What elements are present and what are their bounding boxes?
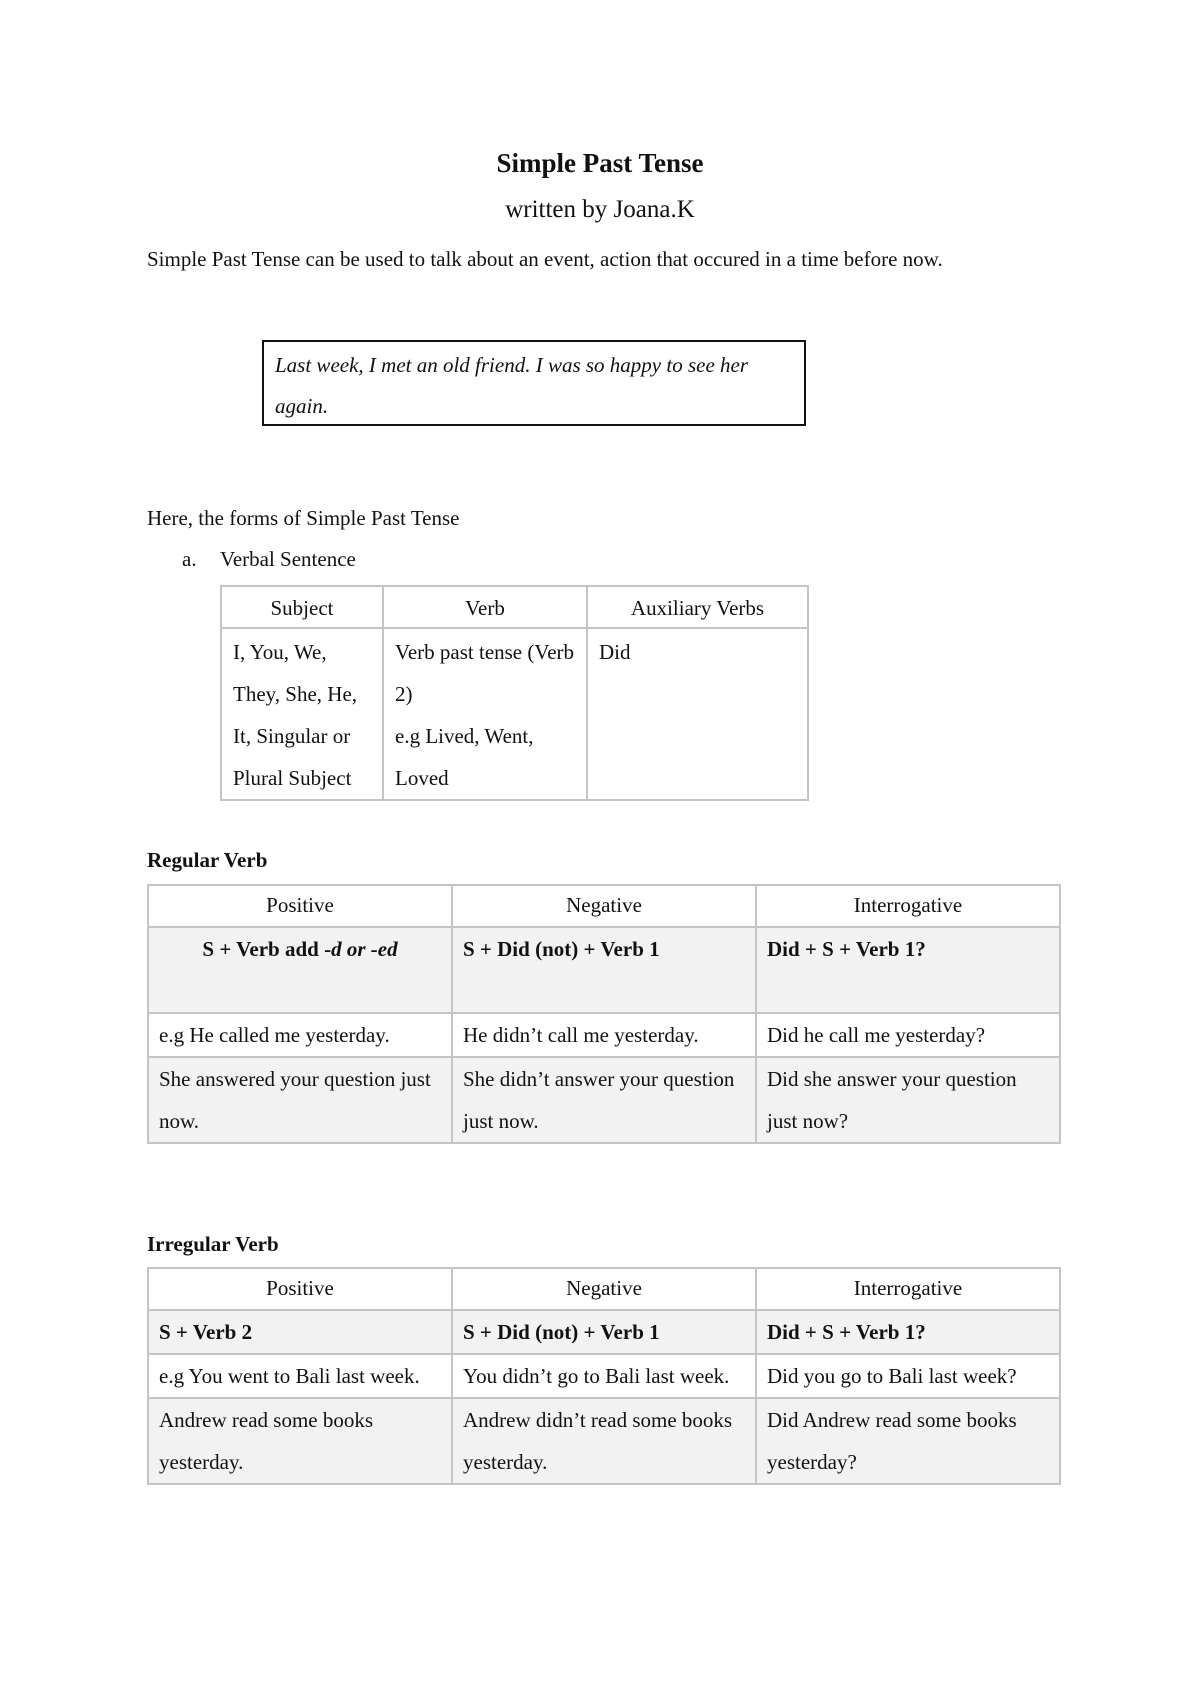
formula-positive-suffix: d or -ed	[331, 937, 398, 961]
example-positive: She answered your question just now.	[148, 1057, 452, 1143]
formula-positive-text: S + Verb add -	[202, 937, 332, 961]
formula-interrogative: Did + S + Verb 1?	[756, 1310, 1060, 1354]
example-sentence: Last week, I met an old friend. I was so happy to see her again.	[275, 353, 749, 418]
page-title: Simple Past Tense	[496, 148, 704, 178]
header-interrogative: Interrogative	[756, 885, 1060, 927]
example-interrogative: Did you go to Bali last week?	[756, 1354, 1060, 1398]
example-negative: Andrew didn’t read some books yesterday.	[452, 1398, 756, 1484]
table-header-row	[148, 885, 1060, 927]
verb-description: Verb past tense (Verb 2)	[395, 640, 575, 706]
header-subject: Subject	[221, 586, 383, 628]
table-row	[148, 1398, 1060, 1484]
formula-positive: S + Verb 2	[148, 1310, 452, 1354]
header-negative: Negative	[452, 1268, 756, 1310]
list-item-verbal-sentence	[182, 541, 356, 577]
header-auxiliary-verbs: Auxiliary Verbs	[587, 586, 808, 628]
table-row	[148, 1013, 1060, 1057]
example-negative: She didn’t answer your question just now.	[452, 1057, 756, 1143]
header-positive: Positive	[148, 885, 452, 927]
example-positive: e.g He called me yesterday.	[148, 1013, 452, 1057]
example-interrogative: Did he call me yesterday?	[756, 1013, 1060, 1057]
example-interrogative: Did Andrew read some books yesterday?	[756, 1398, 1060, 1484]
formula-negative: S + Did (not) + Verb 1	[452, 927, 756, 1013]
regular-verb-heading: Regular Verb	[147, 848, 268, 872]
example-positive: Andrew read some books yesterday.	[148, 1398, 452, 1484]
header-verb: Verb	[383, 586, 587, 628]
formula-positive	[148, 927, 452, 1013]
verb-cell	[383, 628, 587, 800]
table-header-row	[221, 586, 808, 628]
table-row	[221, 628, 808, 800]
list-marker: a.	[182, 547, 197, 571]
formula-negative: S + Did (not) + Verb 1	[452, 1310, 756, 1354]
table-row	[148, 1057, 1060, 1143]
author-line: written by Joana.K	[505, 196, 695, 223]
intro-paragraph: Simple Past Tense can be used to talk about an event, action that occured in a time before now.	[147, 247, 943, 271]
example-box	[262, 340, 806, 426]
header-negative: Negative	[452, 885, 756, 927]
subject-text: I, You, We, They, She, He, It, Singular or Plural Subject	[233, 640, 358, 790]
verb-examples: e.g Lived, Went, Loved	[395, 724, 534, 790]
irregular-verb-table	[147, 1267, 1061, 1485]
formula-row	[148, 927, 1060, 1013]
table-header-row	[148, 1268, 1060, 1310]
verbal-sentence-table	[220, 585, 809, 801]
example-positive: e.g You went to Bali last week.	[148, 1354, 452, 1398]
header-positive: Positive	[148, 1268, 452, 1310]
list-item-label: Verbal Sentence	[220, 547, 356, 571]
example-negative: You didn’t go to Bali last week.	[452, 1354, 756, 1398]
formula-row	[148, 1310, 1060, 1354]
table-row	[148, 1354, 1060, 1398]
subject-cell	[221, 628, 383, 800]
formula-interrogative: Did + S + Verb 1?	[756, 927, 1060, 1013]
forms-intro: Here, the forms of Simple Past Tense	[147, 506, 460, 530]
example-interrogative: Did she answer your question just now?	[756, 1057, 1060, 1143]
regular-verb-table	[147, 884, 1061, 1144]
irregular-verb-heading: Irregular Verb	[147, 1232, 279, 1256]
header-interrogative: Interrogative	[756, 1268, 1060, 1310]
auxiliary-cell: Did	[587, 628, 808, 800]
example-negative: He didn’t call me yesterday.	[452, 1013, 756, 1057]
